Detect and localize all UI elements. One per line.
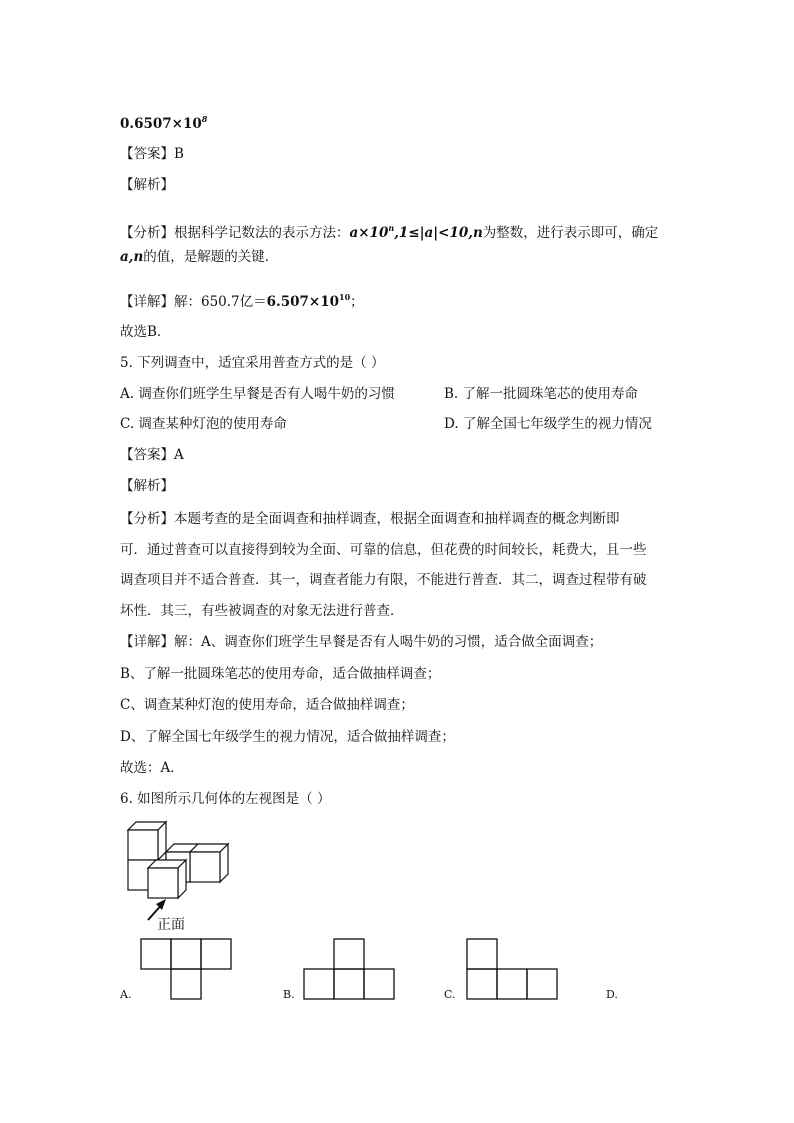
q5-conclusion: 故选：A． (120, 760, 184, 776)
q5-fenxi-line4: 坏性．其三，有些被调查的对象无法进行普查． (120, 603, 404, 619)
q4-fenxi-line2-math: a,n (120, 249, 144, 265)
q4-conclusion: 故选B． (120, 324, 171, 340)
q4-fenxi-suffix: 为整数，进行表示即可，确定 (482, 225, 659, 241)
q4-fenxi-prefix: 【分析】根据科学记数法的表示方法： (120, 225, 350, 241)
q5-option-a: A. 调查你们班学生早餐是否有人喝牛奶的习惯 (120, 386, 395, 402)
q5-fenxi-line2: 可．通过普查可以直接得到较为全面、可靠的信息，但花费的时间较长，耗费大，且一些 (120, 542, 647, 558)
q5-option-c: C. 调查某种灯泡的使用寿命 (120, 416, 287, 432)
q5-stem: 5. 下列调查中，适宜采用普查方式的是（ ） (120, 355, 385, 371)
prev-option-d-base: 0.6507 (120, 116, 172, 132)
q5-analysis-label: 【解析】 (120, 478, 174, 494)
q4-fenxi-math-exp: n (388, 223, 395, 233)
q4-fenxi-condition: ,1≤|a|<10,n (394, 225, 483, 241)
q4-xiangjie-prefix: 【详解】解：650.7亿＝ (120, 294, 267, 310)
q6-front-label: 正面 (157, 917, 185, 933)
q4-xiangjie-exp: 10 (339, 292, 351, 302)
q4-fenxi-math: a×10 (349, 225, 389, 241)
q4-fenxi-line2 (120, 248, 278, 266)
q5-answer: 【答案】A (120, 447, 184, 463)
q6-option-b-figure (303, 938, 397, 1000)
q6-option-d-label: D. (606, 988, 618, 1001)
q5-xiangjie-line1: 【详解】解：A、调查你们班学生早餐是否有人喝牛奶的习惯，适合做全面调查； (120, 634, 603, 650)
q4-xiangjie-suffix: ； (350, 294, 364, 310)
q5-xiangjie-line2: B、了解一批圆珠笔芯的使用寿命，适合做抽样调查； (120, 666, 441, 682)
q4-fenxi-line2-text: 的值，是解题的关键． (143, 249, 279, 265)
q6-option-c-label: C. (444, 988, 456, 1001)
q5-xiangjie-line3: C、调查某种灯泡的使用寿命，适合做抽样调查； (120, 697, 414, 713)
q4-fenxi-line1 (120, 219, 658, 242)
q6-option-a-figure (140, 938, 234, 1000)
q5-fenxi-line3: 调查项目并不适合普查．其一，调查者能力有限，不能进行普查．其二，调查过程带有破 (120, 572, 647, 588)
q5-fenxi-line1: 【分析】本题考查的是全面调查和抽样调查，根据全面调查和抽样调查的概念判断即 (120, 511, 620, 527)
q4-analysis-label: 【解析】 (120, 177, 174, 193)
q6-option-c-figure (466, 938, 560, 1000)
q4-xiangjie-math: 6.507×10 (266, 294, 340, 310)
q6-stem: 6. 如图所示几何体的左视图是（ ） (120, 791, 331, 807)
q6-solid-figure (120, 815, 230, 925)
prev-option-d: $0.6507\times 10^8$ (120, 114, 208, 132)
q4-xiangjie (120, 288, 364, 311)
prev-option-d-exp: 8 (201, 114, 208, 124)
q6-option-a-label: A. (120, 988, 132, 1001)
q4-answer: 【答案】B (120, 146, 184, 162)
q6-option-b-label: B. (283, 988, 295, 1001)
q5-option-b: B. 了解一批圆珠笔芯的使用寿命 (444, 386, 639, 402)
q5-option-d: D. 了解全国七年级学生的视力情况 (444, 416, 652, 432)
q5-xiangjie-line4: D、了解全国七年级学生的视力情况，适合做抽样调查； (120, 729, 455, 745)
